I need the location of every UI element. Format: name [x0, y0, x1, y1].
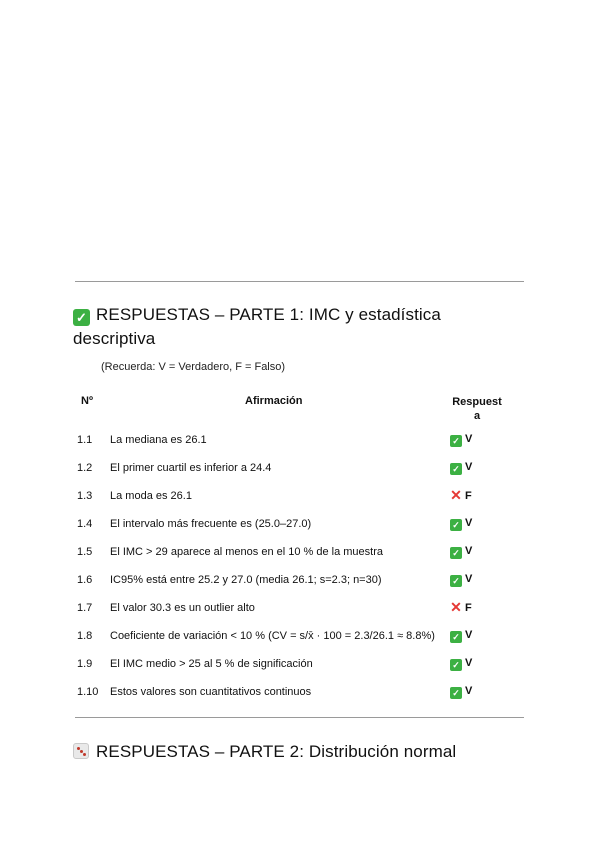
- row-statement: El IMC medio > 25 al 5 % de significación: [110, 658, 313, 670]
- cross-mark-icon: ✕: [450, 599, 462, 615]
- answer-value: V: [465, 433, 473, 445]
- check-mark-icon: ✓: [450, 463, 462, 475]
- answer-value: V: [465, 545, 473, 557]
- row-answer: [450, 489, 472, 502]
- answer-value: F: [465, 490, 472, 502]
- row-number: 1.4: [77, 518, 93, 530]
- table-row: [0, 487, 600, 510]
- answer-value: V: [465, 517, 473, 529]
- row-answer: [450, 685, 472, 699]
- row-number: 1.5: [77, 546, 93, 558]
- check-mark-icon: ✓: [450, 547, 462, 559]
- answer-value: V: [465, 657, 473, 669]
- table-row: [0, 574, 600, 594]
- die-icon: [73, 743, 89, 759]
- row-number: 1.1: [77, 434, 93, 446]
- table-row: [0, 630, 600, 650]
- section-2-heading: [73, 740, 503, 764]
- row-statement: La mediana es 26.1: [110, 434, 207, 446]
- row-statement: El IMC > 29 aparece al menos en el 10 % de la muestra: [110, 546, 384, 558]
- check-mark-icon: ✓: [73, 309, 90, 326]
- row-statement: El intervalo más frecuente es (25.0–27.0): [110, 518, 312, 530]
- check-mark-icon: ✓: [450, 435, 462, 447]
- answer-value: V: [465, 629, 473, 641]
- check-mark-icon: ✓: [450, 631, 462, 643]
- answer-value: V: [465, 685, 473, 697]
- check-mark-icon: ✓: [450, 687, 462, 699]
- header-num: Nº: [81, 395, 93, 407]
- header-answer-line1: Respuest: [452, 396, 502, 408]
- row-answer: [450, 433, 472, 447]
- header-answer-line2: a: [473, 410, 481, 422]
- table-row: [0, 686, 600, 706]
- table-row: [0, 434, 600, 454]
- row-number: 1.7: [77, 602, 93, 614]
- table-row: [0, 599, 600, 622]
- check-mark-icon: ✓: [450, 659, 462, 671]
- divider-bottom: [75, 717, 524, 718]
- section-1-title-line2: descriptiva: [73, 329, 156, 348]
- table-row: [0, 462, 600, 482]
- section-1-title-line1: RESPUESTAS – PARTE 1: IMC y estadística: [96, 305, 441, 324]
- section-1-heading: [73, 303, 503, 351]
- table-row: [0, 546, 600, 566]
- row-statement: El valor 30.3 es un outlier alto: [110, 602, 255, 614]
- row-number: 1.9: [77, 658, 93, 670]
- answer-value: F: [465, 602, 472, 614]
- check-mark-icon: ✓: [450, 575, 462, 587]
- row-answer: [450, 601, 472, 614]
- section-2-title: RESPUESTAS – PARTE 2: Distribución normal: [96, 742, 457, 761]
- table-row: [0, 518, 600, 538]
- row-statement: El primer cuartil es inferior a 24.4: [110, 462, 272, 474]
- row-answer: [450, 573, 472, 587]
- row-number: 1.3: [77, 490, 93, 502]
- row-answer: [450, 461, 472, 475]
- row-statement: IC95% está entre 25.2 y 27.0 (media 26.1; s=2.3; n=30): [110, 574, 382, 586]
- table-row: [0, 658, 600, 678]
- cross-mark-icon: ✕: [450, 487, 462, 503]
- row-answer: [450, 517, 472, 531]
- row-number: 1.6: [77, 574, 93, 586]
- header-statement: Afirmación: [245, 395, 303, 407]
- header-answer: [451, 395, 503, 423]
- row-number: 1.10: [77, 686, 99, 698]
- divider-top: [75, 281, 524, 282]
- answer-value: V: [465, 573, 473, 585]
- legend-note: (Recuerda: V = Verdadero, F = Falso): [101, 361, 286, 373]
- row-statement: Estos valores son cuantitativos continuos: [110, 686, 312, 698]
- row-number: 1.2: [77, 462, 93, 474]
- row-answer: [450, 629, 472, 643]
- answer-value: V: [465, 461, 473, 473]
- row-answer: [450, 545, 472, 559]
- row-number: 1.8: [77, 630, 93, 642]
- row-statement: La moda es 26.1: [110, 490, 192, 502]
- check-mark-icon: ✓: [450, 519, 462, 531]
- row-answer: [450, 657, 472, 671]
- row-statement: Coeficiente de variación < 10 % (CV = s/x̄ · 100 = 2.3/26.1 ≈ 8.8%): [110, 630, 435, 642]
